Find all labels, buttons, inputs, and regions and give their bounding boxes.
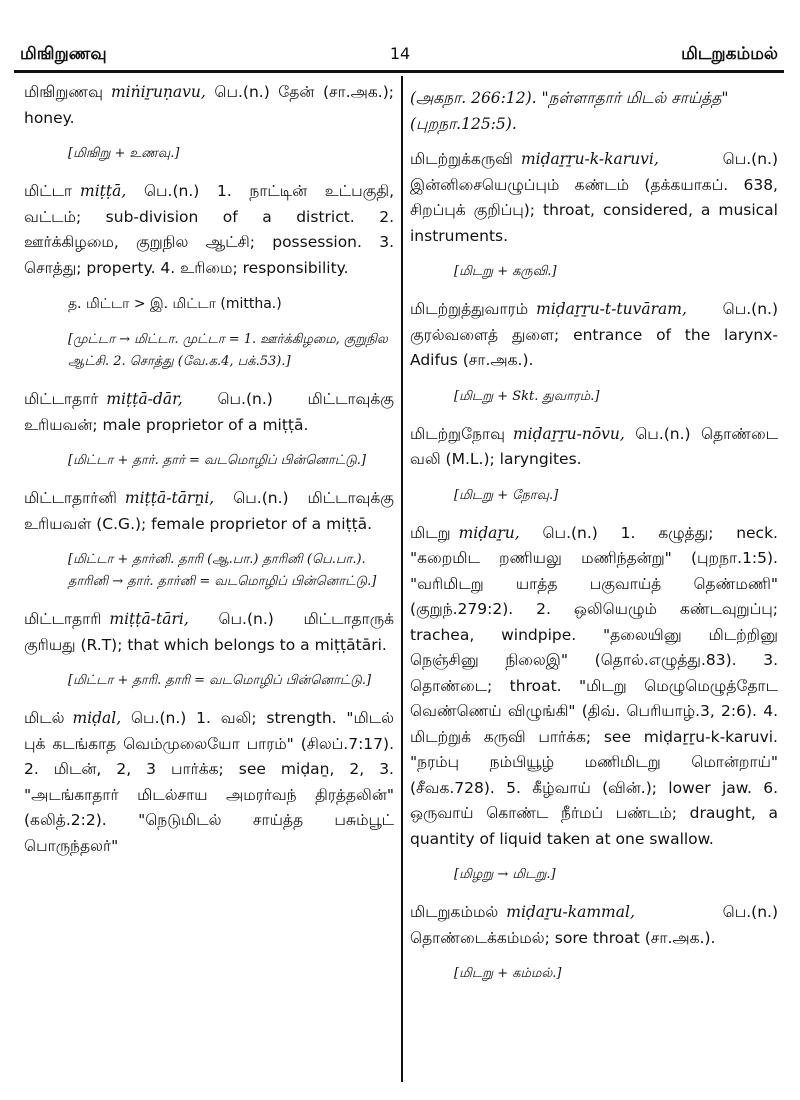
etymology-note: [மிடறு + கம்மல்.] [454,966,562,981]
transliteration: miṅiṟuṇavu, [110,83,206,101]
left-column [24,80,394,871]
headword: மிஙிறுணவு [24,83,103,101]
dictionary-entry [24,486,394,537]
headword: மிடற்றுக்கருவி [410,150,513,168]
definition: பெ.(n.) இன்னிசையெழுப்பும் கண்டம் (தக்கயாகப். 638, சிறப்புக் குறிப்பு); throat, considered, a musical instruments. [410,150,778,245]
transliteration: miḍaṟṟu-t-tuvāram, [536,300,687,318]
definition: பெ.(n.) மிட்டாதாருக் குரியது (R.T); that which belongs to a miṭṭātāri. [24,610,394,654]
definition: பெ.(n.) 1. நாட்டின் உட்பகுதி, வட்டம்; sub-division of a district. 2. ஊர்க்கிழமை, குறுநில ஆட்சி; possession. 3. சொத்து; property. 4. உரிமை; responsibility. [24,182,394,277]
etymology-note: [மிட்டா + தார்னி. தாரி (ஆ.பா.) தாரினி (பெ.பா.). தாரினி → தார். தார்னி = வடமொழிப் பின்னொட்டு.] [68,552,377,589]
etymology-note: [மிஙிறு + உணவு.] [68,146,180,161]
transliteration: miḍaṟu-kammal, [506,903,635,921]
transliteration: miḍal, [72,709,122,727]
headword: மிடற்றுநோவு [410,424,505,443]
dictionary-entry [24,607,394,658]
dictionary-entry [410,422,778,473]
transliteration: miḍaṟṟu-nōvu, [512,424,625,443]
headword: மிட்டாதார்னி [24,489,117,507]
dictionary-entry [410,521,778,853]
definition: பெ.(n.) 1. வலி; strength. "மிடல் புக் கடங்காத வெம்முலையோ பாரம்" (சிலப்.7:17). 2. மிடன், 2, 3 பார்க்க; see miḍaṉ, 2, 3. "அடங்காதார் மிடல்சாய அமரர்வந் திரத்தலின்" (கலித்.2:2). "நெடுமிடல் சாய்த்த பசும்பூட் பொருந்தலர்" [24,709,394,855]
running-head-right: மிடறுகம்மல் [681,44,778,64]
dictionary-entry [24,179,394,281]
definition: பெ.(n.) மிட்டாவுக்கு உரியவன்; male proprietor of a miṭṭā. [24,390,394,434]
headword: மிடறுகம்மல் [410,903,499,921]
transliteration: miṭṭā-dār, [106,390,183,408]
transliteration: miḍaṟu, [458,523,520,542]
definition: பெ.(n.) மிட்டாவுக்கு உரியவள் (C.G.); female proprietor of a miṭṭā. [24,489,394,533]
header-rule [14,70,784,73]
etymology-note: த. மிட்டா > இ. மிட்டா (mittha.) [68,296,282,312]
definition: பெ.(n.) தொண்டைக்கம்மல்; sore throat (சா.அக.). [410,903,778,947]
transliteration: miṭṭā-tāri, [109,610,189,628]
etymology-note: [மிடறு + கருவி.] [454,264,557,279]
headword: மிட்டா [24,182,73,200]
transliteration: miḍaṟṟu-k-karuvi, [520,150,659,168]
definition: பெ.(n.) குரல்வளைத் துளை; entrance of the larynx-Adifus (சா.அக.). [410,300,778,369]
running-head-left: மிஙிறுணவு [20,44,107,64]
etymology-note: [முட்டா → மிட்டா. முட்டா = 1. ஊர்க்கிழமை, குறுநில ஆட்சி. 2. சொத்து (வே.க.4, பக்.53).] [68,332,388,369]
right-column [410,80,778,999]
headword: மிடறு [410,523,451,542]
etymology-note: [மிழறு → மிடறு.] [454,867,556,882]
transliteration: miṭṭā-tārṉi, [124,489,215,507]
dictionary-entry [24,387,394,438]
dictionary-entry [410,900,778,951]
dictionary-entry [24,80,394,131]
dictionary-entry [24,706,394,859]
page-number: 14 [389,44,411,63]
definition: பெ.(n.) தொண்டை வலி (M.L.); laryngites. [410,424,778,468]
transliteration: miṭṭā, [80,182,127,200]
dictionary-entry [410,147,778,249]
etymology-note: [மிட்டா + தாரி. தாரி = வடமொழிப் பின்னொட்டு.] [68,673,372,688]
headword: மிட்டாதார் [24,390,99,408]
etymology-note: [மிடறு + Skt. துவாரம்.] [454,388,600,404]
definition: பெ.(n.) தேன் (சா.அக.); honey. [24,83,394,127]
headword: மிட்டாதாரி [24,610,102,628]
dictionary-entry [410,297,778,374]
headword: மிடற்றுத்துவாரம் [410,300,529,318]
headword: மிடல் [24,709,65,727]
etymology-note: [மிட்டா + தார். தார் = வடமொழிப் பின்னொட்டு.] [68,453,366,468]
definition: பெ.(n.) 1. கழுத்து; neck. "கறைமிட றணியலு மணிந்தன்று" (புறநா.1:5). "வரிமிடறு யாத்த பகுவாய்த் தெண்மணி" (குறுந்.279:2). 2. ஒலியெழும் கண்டவுறுப்பு; trachea, windpipe. "தலையினு மிடற்றினு நெஞ்சினு நிலைஇ" (தொல்.எழுத்து.83). 3. தொண்டை; throat. "மிடறு மெழுமெழுத்தோட வெண்ணெய் விழுங்கி" (திவ். பெரியாழ்.3, 2:6). 4. மிடற்றுக் கருவி பார்க்க; see miḍaṟṟu-k-karuvi. "நரம்பு நம்பியூழ் மணிமிடறு மொன்றாய்" (சீவக.728). 5. கீழ்வாய் (வின்.); lower jaw. 6. ஒருவாய் கொண்ட நீர்மப் பண்டம்; draught, a quantity of liquid taken at one swallow. [410,523,778,848]
continued-citation: (அகநா. 266:12). "நள்ளாதார் மிடல் சாய்த்த" (புறநா.125:5). [410,89,729,133]
column-divider [401,76,403,1082]
etymology-note: [மிடறு + நோவு.] [454,487,559,503]
